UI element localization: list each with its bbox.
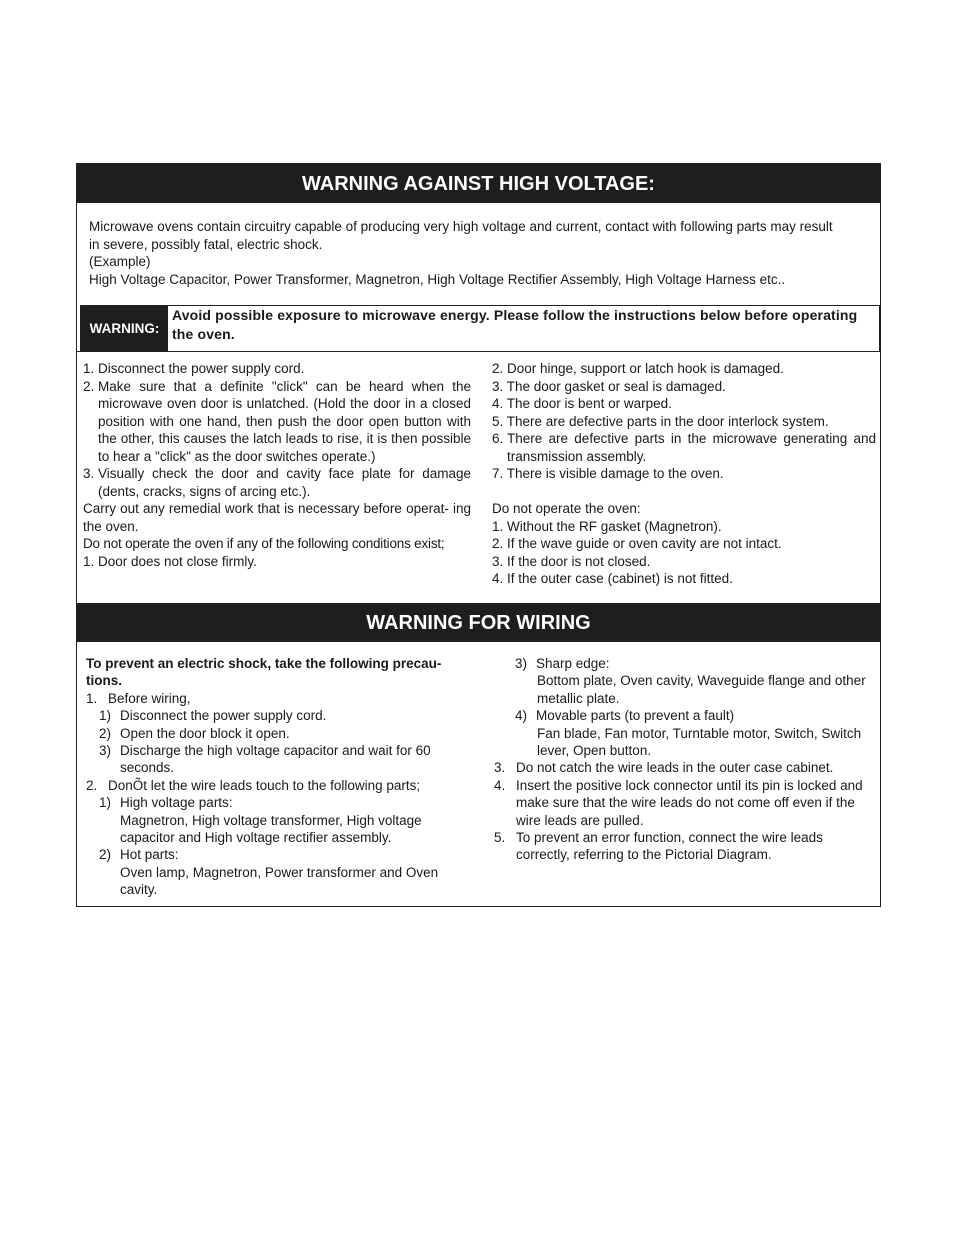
item-text: Disconnect the power supply cord. — [120, 708, 327, 724]
intro-line: High Voltage Capacitor, Power Transformer, Magnetron, High Voltage Rectifier Assembly, High Voltage Harness etc.. — [89, 271, 786, 287]
wiring-lead: To prevent an electric shock, take the following precau- tions. — [86, 656, 442, 689]
sub-item — [494, 655, 878, 672]
list-item: 3. If the door is not closed. — [492, 553, 651, 569]
wiring-title: WARNING FOR WIRING — [77, 603, 880, 642]
item-text: Do not catch the wire leads in the outer case cabinet. — [516, 760, 834, 776]
item-number: 3. — [83, 466, 99, 481]
list-item: 2. Door hinge, support or latch hook is damaged. — [492, 361, 784, 376]
warning-text: Avoid possible exposure to microwave energy. Please follow the instructions below before operating the oven. — [172, 307, 858, 342]
item-text: Disconnect the power supply cord. — [98, 361, 305, 376]
item-number: 4) — [515, 708, 528, 724]
list-item — [83, 360, 471, 378]
sub-item — [86, 725, 466, 742]
item-text: To prevent an error function, connect the wire leads correctly, referring to the Pictorial Diagram. — [516, 830, 823, 863]
item-number: 5. — [494, 830, 506, 846]
list-item — [492, 430, 876, 465]
sub-item — [86, 794, 466, 811]
microwave-warning-row — [80, 305, 880, 352]
item-number: 1. — [86, 690, 98, 706]
high-voltage-intro — [89, 218, 879, 288]
item-text: There are defective parts in the microwave generating and transmission assembly. — [507, 431, 876, 464]
list-item — [86, 777, 466, 794]
sub-item — [86, 846, 466, 863]
item-text: Sharp edge: — [536, 656, 610, 671]
wiring-list-right — [494, 655, 878, 864]
wiring-list-left — [86, 655, 466, 899]
warning-frame — [76, 163, 881, 907]
check-list-left — [83, 360, 471, 570]
item-text: Visually check the door and cavity face plate for damage (dents, cracks, signs of arcing etc.). — [98, 466, 471, 499]
item-number: 3) — [515, 656, 528, 671]
list-item: 5. There are defective parts in the door interlock system. — [492, 413, 829, 429]
do-not-operate-heading: Do not operate the oven: — [492, 501, 641, 516]
list-item — [494, 759, 878, 776]
sub-item-detail: Oven lamp, Magnetron, Power transformer and Oven cavity. — [120, 864, 439, 898]
item-text: High voltage parts: — [120, 795, 233, 811]
list-item: 1. Without the RF gasket (Magnetron). — [492, 518, 722, 534]
item-text: Before wiring, — [108, 690, 191, 706]
remedial-paragraph: Carry out any remedial work that is necessary before operat- ing the oven. — [83, 501, 471, 534]
item-number: 3) — [99, 743, 112, 759]
item-number: 4. — [494, 777, 506, 793]
list-item: 4. If the outer case (cabinet) is not fitted. — [492, 571, 733, 586]
item-number: 2. — [86, 777, 98, 793]
spacer — [492, 483, 876, 501]
item-number: 2. — [83, 378, 99, 394]
list-item: 2. If the wave guide or oven cavity are not intact. — [492, 536, 782, 551]
item-text: Open the door block it open. — [120, 725, 290, 741]
list-item — [83, 465, 471, 500]
item-number: 3. — [494, 760, 506, 776]
sub-item — [86, 707, 466, 724]
item-number: 6. — [492, 431, 508, 446]
list-item: 7. There is visible damage to the oven. — [492, 466, 724, 481]
intro-line: in severe, possibly fatal, electric shock. — [89, 236, 323, 252]
sub-item — [494, 707, 878, 724]
warning-label: WARNING: — [81, 306, 168, 351]
item-text: Discharge the high voltage capacitor and wait for 60 seconds. — [120, 743, 431, 776]
sub-item — [86, 742, 466, 777]
high-voltage-title: WARNING AGAINST HIGH VOLTAGE: — [77, 164, 880, 203]
list-item — [494, 829, 878, 864]
check-list-right — [492, 360, 876, 588]
list-item — [86, 690, 466, 707]
item-text: Make sure that a definite "click" can be heard when the microwave oven door is unlatched. (Hold the door in a closed position with one hand, then push the door open button with the other, this causes the latch leads to rise, it is then possible to hear a "click" as the door switches operate.) — [98, 378, 471, 464]
item-text: Insert the positive lock connector until its pin is locked and make sure that the wire leads do not come off even if the wire leads are pulled. — [516, 777, 863, 828]
item-number: 1) — [99, 795, 112, 811]
list-item — [494, 777, 878, 829]
item-number: 1. — [83, 361, 99, 376]
list-item: 4. The door is bent or warped. — [492, 396, 672, 411]
list-item — [83, 378, 471, 466]
list-item: 3. The door gasket or seal is damaged. — [492, 378, 726, 394]
item-text: Hot parts: — [120, 847, 179, 863]
sub-item-detail: Bottom plate, Oven cavity, Waveguide flange and other metallic plate. — [537, 673, 866, 706]
intro-line: (Example) — [89, 254, 151, 270]
intro-line: Microwave ovens contain circuitry capable of producing very high voltage and current, contact with following parts may result — [89, 219, 833, 234]
item-number: 1) — [99, 708, 112, 724]
item-number: 2) — [99, 725, 112, 741]
sub-item-detail: Fan blade, Fan motor, Turntable motor, Switch, Switch lever, Open button. — [537, 725, 862, 759]
conditions-paragraph: Do not operate the oven if any of the following conditions exist; — [83, 536, 445, 551]
item-text: DonÕt let the wire leads touch to the following parts; — [108, 777, 421, 793]
list-item: 1. Door does not close firmly. — [83, 553, 257, 569]
divider — [77, 351, 880, 352]
sub-item-detail: Magnetron, High voltage transformer, High voltage capacitor and High voltage rectifier assembly. — [120, 812, 422, 846]
item-number: 2) — [99, 847, 112, 863]
item-text: Movable parts (to prevent a fault) — [536, 708, 735, 724]
